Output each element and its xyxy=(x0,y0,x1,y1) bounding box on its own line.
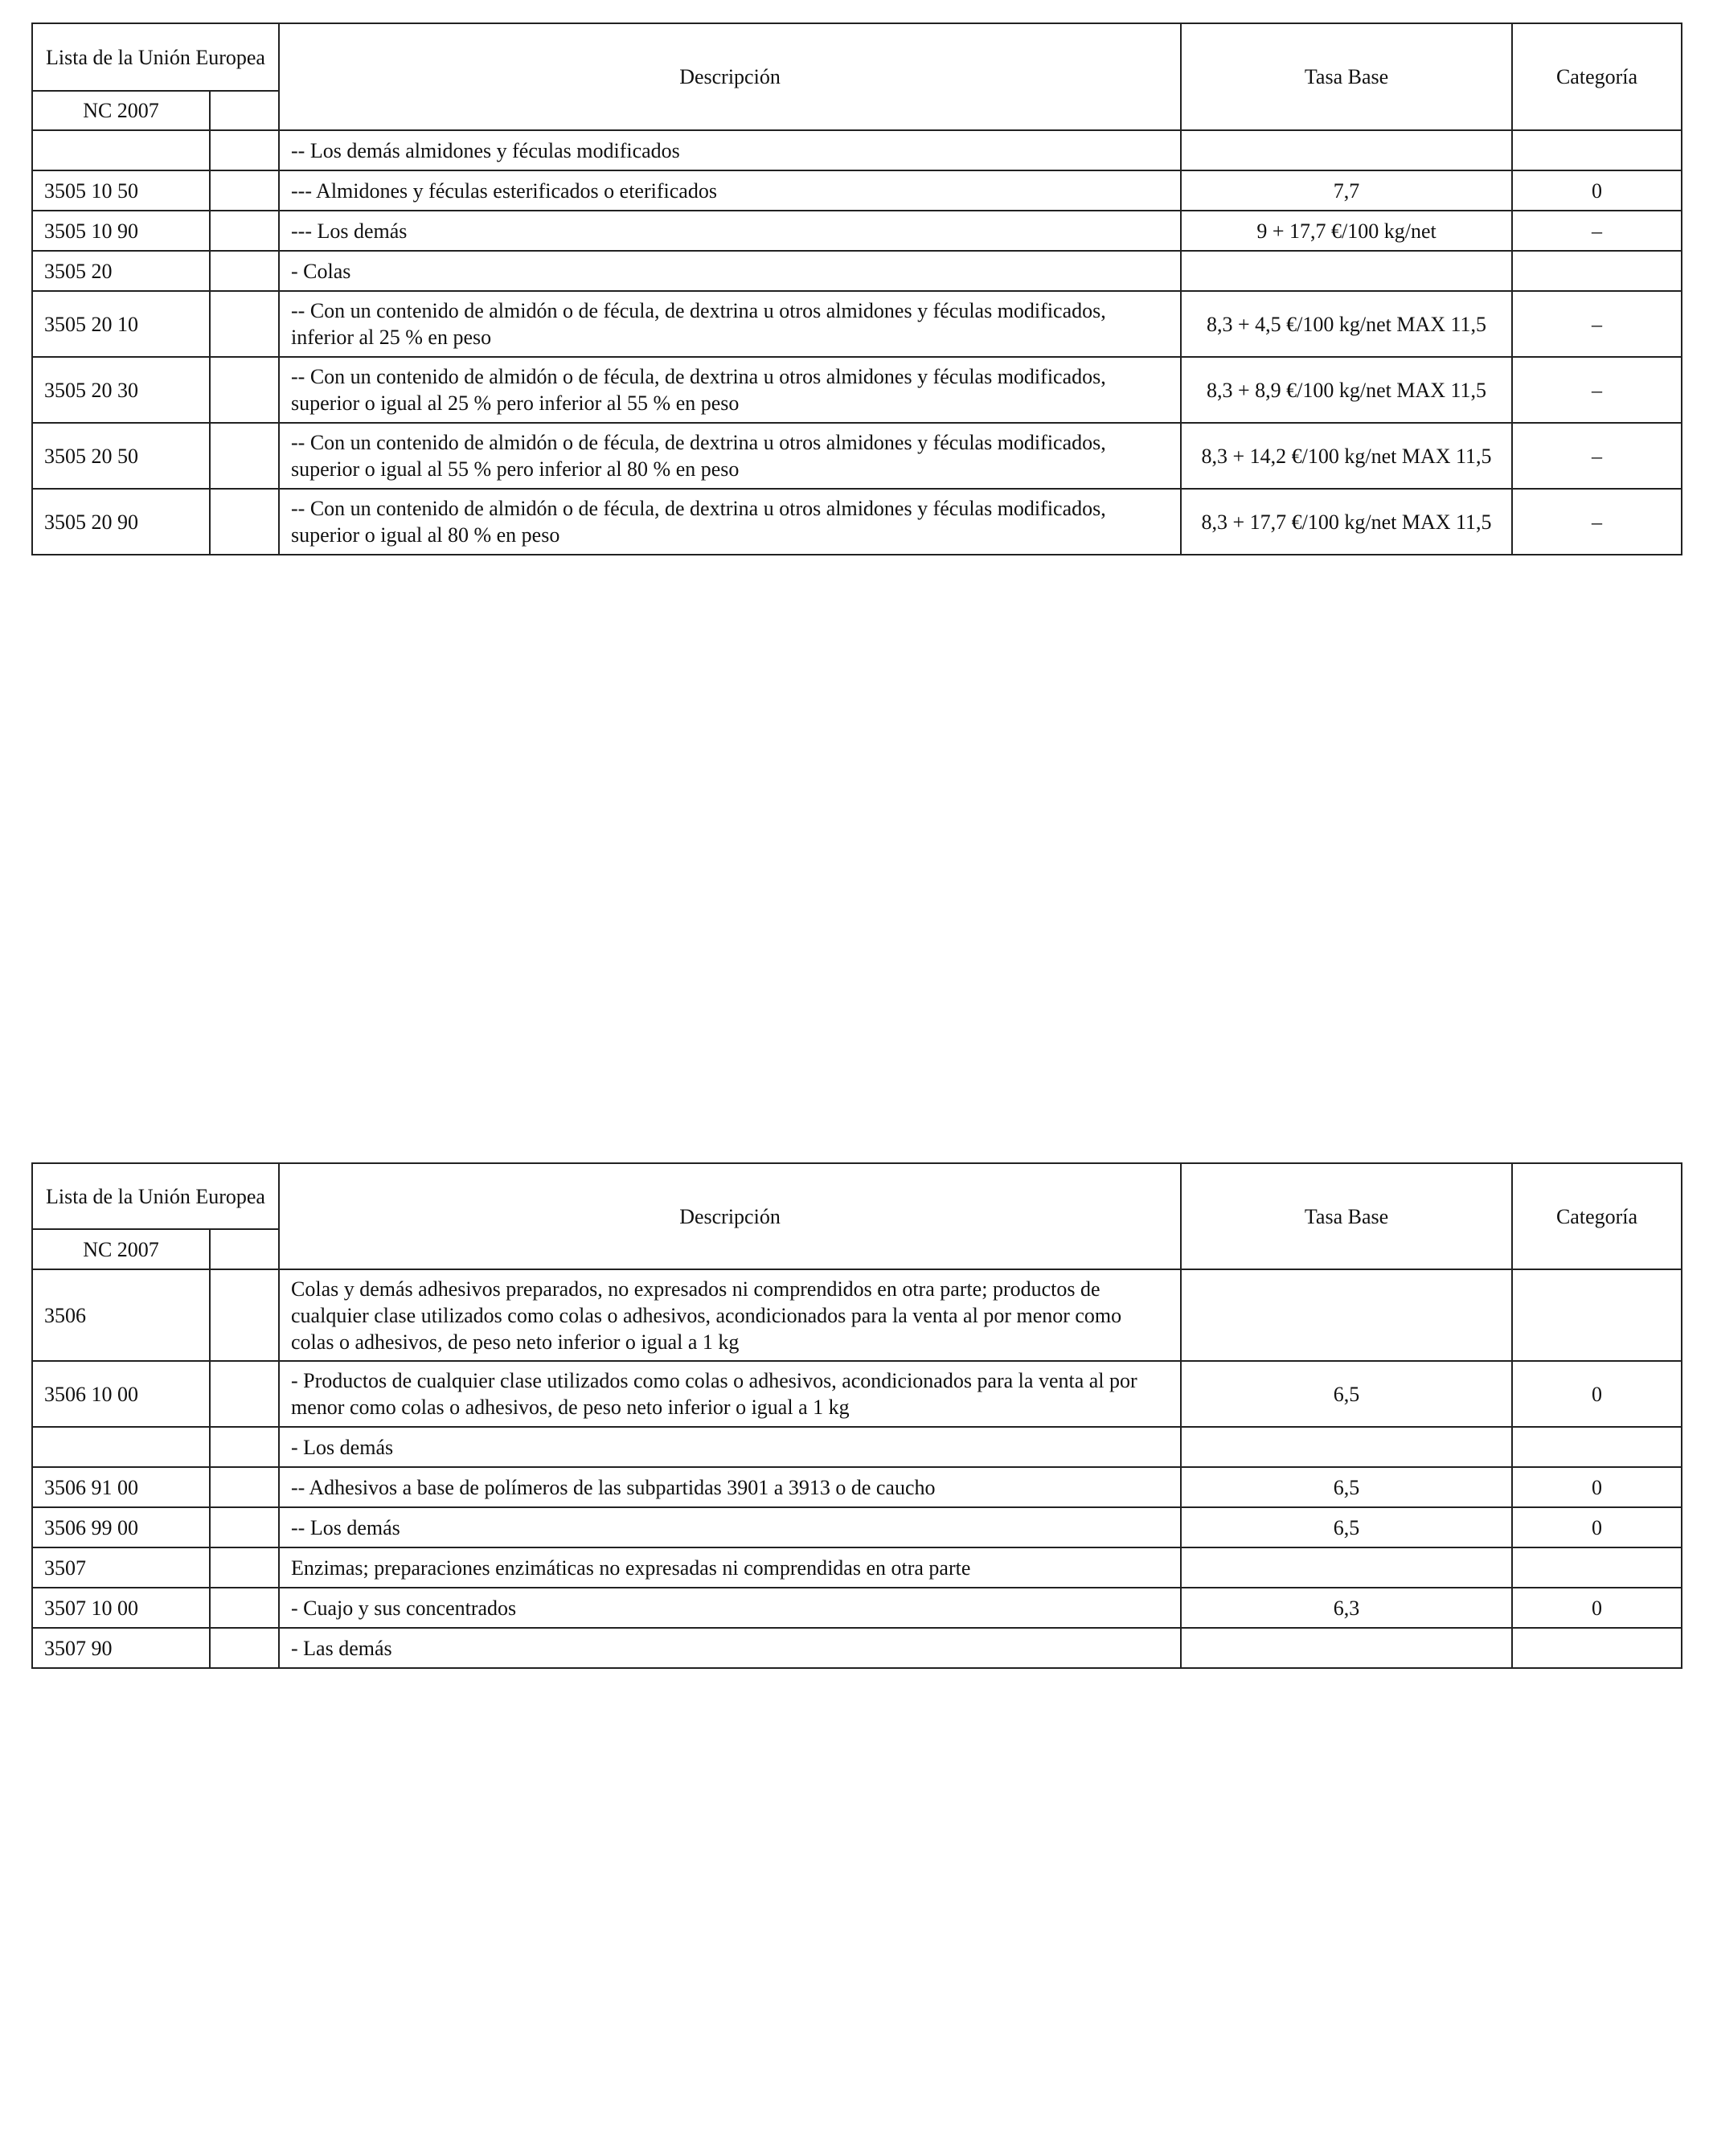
empty-cell xyxy=(210,1588,279,1628)
empty-header-cell xyxy=(210,91,279,130)
group-header: Lista de la Unión Europea xyxy=(32,23,279,91)
rate-cell: 8,3 + 14,2 €/100 kg/net MAX 11,5 xyxy=(1181,423,1512,489)
code-cell: 3506 xyxy=(32,1269,210,1361)
group-header: Lista de la Unión Europea xyxy=(32,1163,279,1229)
rate-cell: 6,5 xyxy=(1181,1507,1512,1547)
category-cell xyxy=(1512,251,1682,291)
description-cell: - Las demás xyxy=(279,1628,1181,1668)
description-cell: - Colas xyxy=(279,251,1181,291)
category-cell: – xyxy=(1512,489,1682,555)
category-cell: 0 xyxy=(1512,170,1682,211)
description-cell: -- Los demás xyxy=(279,1507,1181,1547)
table-row xyxy=(32,251,1682,291)
description-cell: - Productos de cualquier clase utilizados como colas o adhesivos, acondicionados para la venta al por menor como colas o adhesivos, de peso neto inferior o igual a 1 kg xyxy=(279,1361,1181,1427)
empty-cell xyxy=(210,1361,279,1427)
code-cell: 3506 99 00 xyxy=(32,1507,210,1547)
description-header: Descripción xyxy=(279,23,1181,130)
description-cell: -- Con un contenido de almidón o de fécula, de dextrina u otros almidones y féculas modificados, inferior al 25 % en peso xyxy=(279,291,1181,357)
rate-cell: 6,3 xyxy=(1181,1588,1512,1628)
code-cell: 3506 10 00 xyxy=(32,1361,210,1427)
tariff-table-2 xyxy=(31,1162,1682,1669)
code-cell: 3505 20 90 xyxy=(32,489,210,555)
empty-cell xyxy=(210,357,279,423)
code-cell: 3507 90 xyxy=(32,1628,210,1668)
rate-cell xyxy=(1181,1427,1512,1467)
empty-cell xyxy=(210,489,279,555)
table-row xyxy=(32,1588,1682,1628)
rate-cell xyxy=(1181,251,1512,291)
empty-cell xyxy=(210,130,279,170)
table-row xyxy=(32,1361,1682,1427)
category-cell xyxy=(1512,1547,1682,1588)
table-row xyxy=(32,1467,1682,1507)
table-row xyxy=(32,489,1682,555)
description-cell: --- Almidones y féculas esterificados o eterificados xyxy=(279,170,1181,211)
description-cell: -- Los demás almidones y féculas modificados xyxy=(279,130,1181,170)
empty-cell xyxy=(210,1628,279,1668)
empty-cell xyxy=(210,1269,279,1361)
empty-cell xyxy=(210,1467,279,1507)
empty-cell xyxy=(210,1547,279,1588)
rate-cell: 8,3 + 8,9 €/100 kg/net MAX 11,5 xyxy=(1181,357,1512,423)
empty-cell xyxy=(210,423,279,489)
code-cell: 3506 91 00 xyxy=(32,1467,210,1507)
category-cell: 0 xyxy=(1512,1588,1682,1628)
code-cell xyxy=(32,1427,210,1467)
category-cell xyxy=(1512,130,1682,170)
table-row xyxy=(32,1269,1682,1361)
code-cell: 3505 10 50 xyxy=(32,170,210,211)
rate-cell: 7,7 xyxy=(1181,170,1512,211)
category-cell xyxy=(1512,1427,1682,1467)
table-row xyxy=(32,423,1682,489)
code-cell: 3505 20 50 xyxy=(32,423,210,489)
description-cell: Enzimas; preparaciones enzimáticas no expresadas ni comprendidas en otra parte xyxy=(279,1547,1181,1588)
description-cell: --- Los demás xyxy=(279,211,1181,251)
rate-header: Tasa Base xyxy=(1181,1163,1512,1269)
code-cell: 3505 10 90 xyxy=(32,211,210,251)
category-cell: – xyxy=(1512,423,1682,489)
description-cell: - Cuajo y sus concentrados xyxy=(279,1588,1181,1628)
category-header: Categoría xyxy=(1512,1163,1682,1269)
table-header-row xyxy=(32,23,1682,91)
rate-cell xyxy=(1181,1269,1512,1361)
empty-cell xyxy=(210,1427,279,1467)
table-row xyxy=(32,357,1682,423)
empty-cell xyxy=(210,251,279,291)
category-cell xyxy=(1512,1269,1682,1361)
rate-header: Tasa Base xyxy=(1181,23,1512,130)
description-cell: -- Con un contenido de almidón o de fécula, de dextrina u otros almidones y féculas modificados, superior o igual al 55 % pero inferior al 80 % en peso xyxy=(279,423,1181,489)
table-row xyxy=(32,170,1682,211)
rate-cell: 8,3 + 17,7 €/100 kg/net MAX 11,5 xyxy=(1181,489,1512,555)
description-cell: -- Con un contenido de almidón o de fécula, de dextrina u otros almidones y féculas modificados, superior o igual al 80 % en peso xyxy=(279,489,1181,555)
category-cell: 0 xyxy=(1512,1467,1682,1507)
code-cell: 3507 10 00 xyxy=(32,1588,210,1628)
description-cell: Colas y demás adhesivos preparados, no expresados ni comprendidos en otra parte; productos de cualquier clase utilizados como colas o adhesivos, acondicionados para la venta al por menor como colas o adhesivos, de peso neto inferior o igual a 1 kg xyxy=(279,1269,1181,1361)
description-cell: -- Con un contenido de almidón o de fécula, de dextrina u otros almidones y féculas modificados, superior o igual al 25 % pero inferior al 55 % en peso xyxy=(279,357,1181,423)
tariff-table-1 xyxy=(31,23,1682,555)
table-header-row xyxy=(32,1163,1682,1229)
empty-header-cell xyxy=(210,1229,279,1269)
table-row xyxy=(32,1628,1682,1668)
code-cell: 3505 20 30 xyxy=(32,357,210,423)
category-cell: – xyxy=(1512,291,1682,357)
code-cell: 3505 20 xyxy=(32,251,210,291)
table-row xyxy=(32,1427,1682,1467)
rate-cell xyxy=(1181,1628,1512,1668)
rate-cell xyxy=(1181,130,1512,170)
empty-cell xyxy=(210,170,279,211)
table-row xyxy=(32,291,1682,357)
rate-cell xyxy=(1181,1547,1512,1588)
category-cell: – xyxy=(1512,211,1682,251)
category-cell: – xyxy=(1512,357,1682,423)
empty-cell xyxy=(210,1507,279,1547)
code-header: NC 2007 xyxy=(32,1229,210,1269)
category-cell: 0 xyxy=(1512,1507,1682,1547)
code-header: NC 2007 xyxy=(32,91,210,130)
rate-cell: 6,5 xyxy=(1181,1467,1512,1507)
empty-cell xyxy=(210,211,279,251)
table-row xyxy=(32,130,1682,170)
code-cell: 3507 xyxy=(32,1547,210,1588)
rate-cell: 9 + 17,7 €/100 kg/net xyxy=(1181,211,1512,251)
table-row xyxy=(32,211,1682,251)
description-cell: - Los demás xyxy=(279,1427,1181,1467)
code-cell xyxy=(32,130,210,170)
description-cell: -- Adhesivos a base de polímeros de las subpartidas 3901 a 3913 o de caucho xyxy=(279,1467,1181,1507)
table-row xyxy=(32,1547,1682,1588)
category-cell: 0 xyxy=(1512,1361,1682,1427)
code-cell: 3505 20 10 xyxy=(32,291,210,357)
category-cell xyxy=(1512,1628,1682,1668)
rate-cell: 8,3 + 4,5 €/100 kg/net MAX 11,5 xyxy=(1181,291,1512,357)
table-row xyxy=(32,1507,1682,1547)
rate-cell: 6,5 xyxy=(1181,1361,1512,1427)
category-header: Categoría xyxy=(1512,23,1682,130)
empty-cell xyxy=(210,291,279,357)
description-header: Descripción xyxy=(279,1163,1181,1269)
